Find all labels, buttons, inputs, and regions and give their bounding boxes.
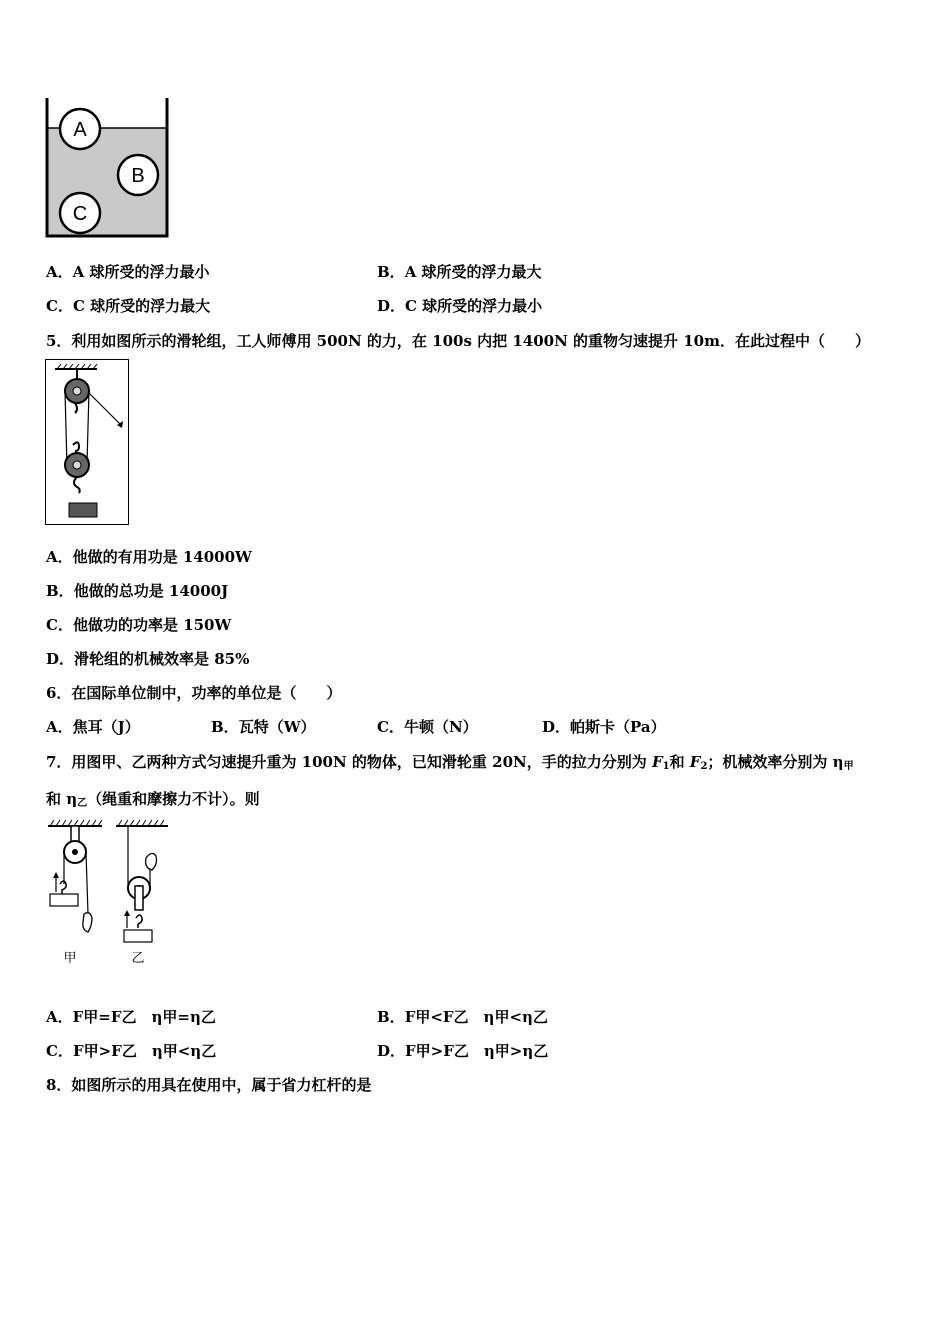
q7-option-d[interactable]: D．F甲>F乙 η甲>η乙: [377, 1042, 549, 1060]
q5-option-c[interactable]: C．他做功的功率是 150W: [46, 616, 232, 634]
q6-option-d[interactable]: D．帕斯卡（Pa）: [542, 718, 666, 736]
ball-b-label: B: [131, 165, 145, 187]
q6-option-a[interactable]: A．焦耳（J）: [46, 718, 140, 736]
q7-stem-line2: 和 $\eta_乙$（绳重和摩擦力不计）。则: [46, 790, 260, 809]
q4-option-c[interactable]: C．C 球所受的浮力最大: [46, 297, 211, 315]
q5-figure-pulley-block: [45, 359, 129, 525]
q4-option-d[interactable]: D．C 球所受的浮力最小: [377, 297, 543, 315]
q4-figure-balls-in-liquid: [44, 98, 172, 240]
q5-option-d[interactable]: D．滑轮组的机械效率是 85%: [46, 650, 250, 668]
q7-option-c[interactable]: C．F甲>F乙 η甲<η乙: [46, 1042, 217, 1060]
q5-option-a[interactable]: A．他做的有用功是 14000W: [46, 548, 252, 566]
q5-stem: 5．利用如图所示的滑轮组，工人师傅用 500N 的力，在 100s 内把 1400N 的重物匀速提升 10m．在此过程中（ ）: [46, 332, 870, 350]
q7-figure-label-yi: 乙: [131, 951, 145, 966]
q6-option-c[interactable]: C．牛顿（N）: [377, 718, 478, 736]
q7-stem-line1: 7．用图甲、乙两种方式匀速提升重为 100N 的物体，已知滑轮重 20N，手的拉力分别为 $F_1$和 $F_2$；机械效率分别为 $\eta_甲$: [46, 753, 854, 772]
ball-a-label: A: [73, 119, 87, 141]
ball-c-label: C: [72, 203, 88, 225]
q8-stem: 8．如图所示的用具在使用中，属于省力杠杆的是: [46, 1076, 372, 1094]
q5-option-b[interactable]: B．他做的总功是 14000J: [46, 582, 229, 600]
q6-option-b[interactable]: B．瓦特（W）: [211, 718, 316, 736]
q7-figure-label-jia: 甲: [63, 951, 77, 966]
q7-figure-pulleys: [44, 818, 174, 970]
q7-option-a[interactable]: A．F甲=F乙 η甲=η乙: [46, 1008, 216, 1026]
q6-stem: 6．在国际单位制中，功率的单位是（ ）: [46, 684, 342, 702]
q4-option-b[interactable]: B．A 球所受的浮力最大: [377, 263, 542, 281]
q4-option-a[interactable]: A．A 球所受的浮力最小: [46, 263, 210, 281]
q7-option-b[interactable]: B．F甲<F乙 η甲<η乙: [377, 1008, 548, 1026]
